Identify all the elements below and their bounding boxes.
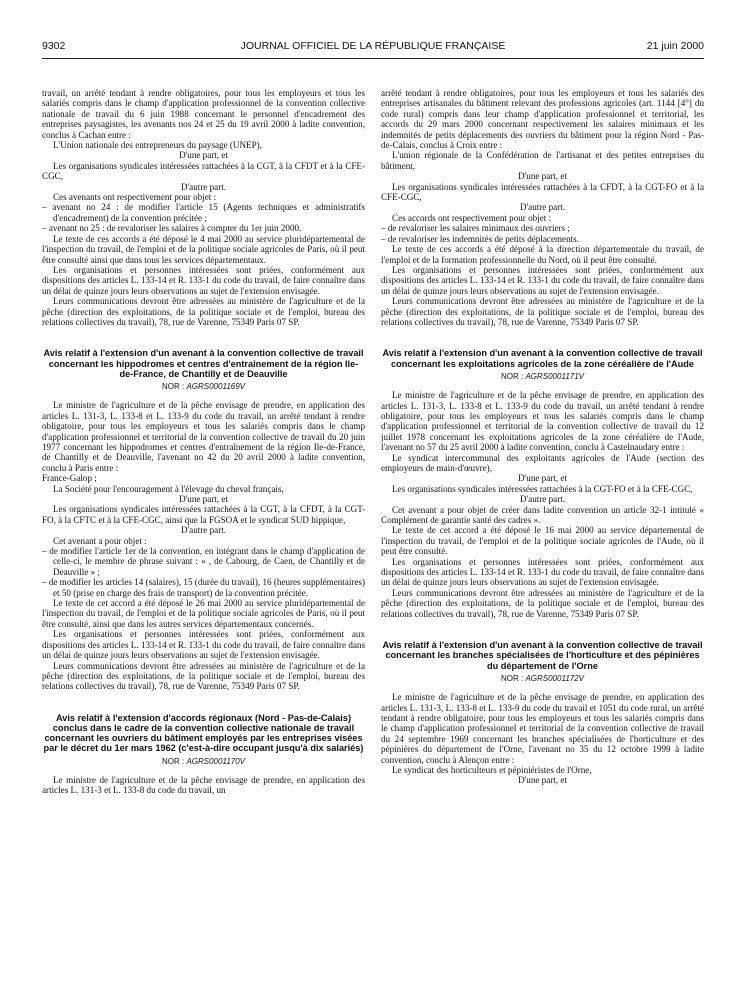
nor-reference: NOR : AGRS0001171V xyxy=(500,371,584,381)
paragraph: Leurs communications devront être adressées au ministère de l'agriculture et de la pêche (direction des exploitations, de la politique sociale et de l'emploi, bureau des relations collectives du travail), 78, rue de Varenne, 75349 Paris 07 SP. xyxy=(42,296,365,327)
paragraph: Le ministre de l'agriculture et de la pêche envisage de prendre, en application des articles L. 131-3, L. 133-8 et L. 133-9 du code du travail, un arrêté tendant à rendre obligatoire, pour tous les employeurs et tous les salariés compris dans le champ d'application professionnel et territorial de la convention collective de travail du 12 juillet 1978 concernant les exploitations agricoles de la zone céréalière de l'Aude, l'avenant no 57 du 25 avril 2000 à ladite convention, conclu à Castelnaudary entre : xyxy=(381,390,704,453)
paragraph: D'autre part. xyxy=(519,494,566,505)
paragraph: Leurs communications devront être adressées au ministère de l'agriculture et de la pêche (direction des exploitations, de la politique sociale et de l'emploi, bureau des relations collectives du travail), 78, rue de Varenne, 75349 Paris 07 SP. xyxy=(381,587,704,619)
paragraph: La Société pour l'encouragement à l'élevage du cheval français, xyxy=(53,483,284,494)
list-item: – avenant no 25 : de revaloriser les salaires à compter du 1er juin 2000. xyxy=(42,223,302,234)
nor-reference: NOR : AGRS0001170V xyxy=(161,756,245,766)
paragraph: Le texte de ces accords a été déposé à la direction départementale du travail, de l'emploi et de la formation professionnelle du Nord, où il peut être consulté. xyxy=(381,244,704,265)
paragraph: Leurs communications devront être adressées au ministère de l'agriculture et de la pêche (direction des exploitations, de la politique sociale et de l'emploi, bureau des relations collectives du travail), 78, rue de Varenne, 75349 Paris 07 SP. xyxy=(381,296,704,327)
paragraph: Le syndicat intercommunal des exploitants agricoles de l'Aude (section des employeurs de main-d'œuvre), xyxy=(381,452,704,473)
page-number: 9302 xyxy=(42,40,66,52)
header-rule xyxy=(42,58,704,59)
paragraph: Le ministre de l'agriculture et de la pêche envisage de prendre, en application des articles L. 131-3, L. 133-8 et L. 133-9 du code du travail et 1051 du code rural, un arrêté tendant à rendre obligatoire, pour tous les employeurs et tous les salariés compris dans le champ d'application professionnel et territorial de la convention collective de travail du 24 septembre 1969 concernant les branches spécialisées de l'horticulture et des pépinières du département de l'Orne, l'avenant no 35 du 12 octobre 1999 à ladite convention, conclu à Alençon entre : xyxy=(381,692,704,765)
paragraph: Les organisations et personnes intéressées sont priées, conformément aux dispositions des articles L. 133-14 et R. 133-1 du code du travail, de faire connaître dans un délai de quinze jours leurs observations au sujet de l'extension envisagée. xyxy=(42,264,365,296)
list-item: – de modifier les articles 14 (salaires), 15 (durée du travail), 16 (heures supplémentaires) et 50 (prise en charge des frais de transport) de la convention précitée. xyxy=(42,577,365,598)
right-column xyxy=(381,88,704,986)
paragraph: Leurs communications devront être adressées au ministère de l'agriculture et de la pêche (direction des exploitations, de la politique sociale et de l'emploi, bureau des relations collectives du travail), 78, rue de Varenne, 75349 Paris 07 SP. xyxy=(42,660,365,692)
paragraph: Les organisations et personnes intéressées sont priées, conformément aux dispositions des articles L. 133-14 et R. 133-1 du code du travail, de faire connaître dans un délai de quinze jours leurs observations au sujet de l'extension envisagée. xyxy=(381,264,704,296)
paragraph: D'une part, et xyxy=(179,150,228,161)
left-column xyxy=(42,88,365,986)
paragraph: D'autre part. xyxy=(180,181,227,192)
paragraph: D'une part, et xyxy=(518,775,567,786)
paragraph: D'une part, et xyxy=(518,473,567,484)
nor-reference: NOR : AGRS0001172V xyxy=(500,673,584,683)
paragraph: Les organisations syndicales intéressées rattachées à la CGT-FO et à la CFE-CGC, xyxy=(392,483,693,494)
list-item: – de revaloriser les indemnités de petits déplacements. xyxy=(381,233,579,244)
list-item: – de revaloriser les salaires minimaux des ouvriers ; xyxy=(381,223,570,234)
paragraph: Les organisations syndicales intéressées rattachées à la CFDT, à la CGT-FO et à la CFE-CGC, xyxy=(381,181,704,203)
journal-title: JOURNAL OFFICIEL DE LA RÉPUBLIQUE FRANÇAISE xyxy=(240,40,506,52)
paragraph: Le texte de ces accords a été déposé le 4 mai 2000 au service pluridépartemental de l'inspection du travail, de l'emploi et de la politique sociale agricoles de Paris, où il peut être consulté ainsi que dans tous les services départementaux. xyxy=(42,233,365,265)
paragraph: Le syndicat des horticulteurs et pépiniéristes de l'Orne, xyxy=(392,764,592,775)
paragraph: France-Galop ; xyxy=(42,473,97,484)
notice-title: Avis relatif à l'extension d'un avenant à la convention collective de travail concernant les exploitations agricoles de la zone céréalière de l'Aude xyxy=(382,348,703,369)
paragraph: Les organisations syndicales intéressées rattachées à la CGT, à la CFDT et à la CFE-CGC, xyxy=(42,160,365,182)
list-item: – avenant no 24 : de modifier l'article 15 (Agents techniques et administratifs d'encadrement) de la convention précitée ; xyxy=(42,202,365,223)
paragraph: D'une part, et xyxy=(518,171,567,182)
paragraph: Les organisations et personnes intéressées sont priées, conformément aux dispositions des articles L. 133-14 et R. 133-1 du code du travail, de faire connaître dans un délai de quinze jours leurs observations au sujet de l'extension envisagée. xyxy=(381,556,704,588)
paragraph: L'union régionale de la Confédération de l'artisanat et des petites entreprises du bâtiment, xyxy=(381,150,704,171)
list-item: – de modifier l'article 1er de la convention, en intégrant dans le champ d'application de celle-ci, le membre de phrase suivant : « , de Cabourg, de Caen, de Chantilly et de Deauville » ; xyxy=(42,546,365,577)
nor-reference: NOR : AGRS0001169V xyxy=(161,381,245,391)
paragraph: Cet avenant a pour objet : xyxy=(53,535,147,546)
paragraph: Ces avenants ont respectivement pour objet : xyxy=(53,192,217,203)
running-header xyxy=(42,40,704,54)
notice-title: Avis relatif à l'extension d'un avenant à la convention collective de travail concernant les branches spécialisées de l'horticulture et des pépinières du département de l'Orne xyxy=(382,640,703,671)
paragraph: Le ministre de l'agriculture et de la pêche envisage de prendre, en application des articles L. 131-3 et L. 133-8 du code du travail, un xyxy=(42,774,365,796)
paragraph: L'Union nationale des entrepreneurs du paysage (UNEP), xyxy=(53,140,262,151)
paragraph: Le texte de cet accord a été déposé le 26 mai 2000 au service pluridépartemental de l'inspection du travail, de l'emploi et de la politique sociale agricoles de Paris, où il peut être consulté, ainsi que dans les autres services départementaux concernés. xyxy=(42,598,365,629)
paragraph: Le ministre de l'agriculture et de la pêche envisage de prendre, en application des articles L. 131-3, L. 133-8 et L. 133-9 du code du travail, un arrêté tendant à rendre obligatoire, pour tous les employeurs et tous les salariés compris dans le champ d'application professionnel et territorial de la convention collective de travail du 20 juin 1977 concernant les hippodromes et centres d'entraînement de la région Ile-de-France, de Chantilly et de Deauville, l'avenant no 42 du 20 avril 2000 à ladite convention, conclu à Paris entre : xyxy=(42,400,365,473)
paragraph: Cet avenant a pour objet de créer dans ladite convention un article 32-1 intitulé « Complément de garantie santé des cadres ». xyxy=(381,504,704,526)
paragraph: Le texte de cet accord a été déposé le 16 mai 2000 au service départemental de l'inspection du travail, de l'emploi et de la politique sociale agricoles de l'Aude, où il peut être consulté. xyxy=(381,525,704,557)
paragraph: D'autre part. xyxy=(180,525,227,536)
paragraph: Les organisations syndicales intéressées rattachées à la CGT, à la CFDT, à la CGT-FO, à la CFTC et à la CFE-CGC, ainsi que la FGSOA et le syndicat SUD hippique, xyxy=(42,504,365,525)
paragraph: Ces accords ont respectivement pour objet : xyxy=(392,212,552,223)
notice-title: Avis relatif à l'extension d'accords régionaux (Nord - Pas-de-Calais) conclus dans le cadre de la convention collective nationale de travail concernant les ouvriers du bâtiment employés par les entreprises visées par le décret du 1er mars 1962 (c'est-à-dire occupant jusqu'à dix salariés) xyxy=(43,712,364,754)
paragraph: D'autre part. xyxy=(519,202,566,213)
paragraph: travail, un arrêté tendant à rendre obligatoires, pour tous les employeurs et tous les salariés compris dans le champ d'application professionnel de la convention collective nationale de travail du 6 juin 1988 concernant le personnel d'encadrement des entreprises paysagistes, les avenants nos 24 et 25 du 19 avril 2000 à ladite convention, conclus à Cachan entre : xyxy=(42,88,365,140)
paragraph: arrêté tendant à rendre obligatoires, pour tous les employeurs et tous les salariés des entreprises artisanales du bâtiment relevant des professions agricoles (art. 1144 [4°] du code rural) compris dans leur champ d'application professionnel et territorial, les accords du 29 mars 2000 concernant respectivement les salaires minimaux et les indemnités de petits déplacements des ouvriers du bâtiment pour la région Nord - Pas-de-Calais, conclus à Croix entre : xyxy=(381,88,704,151)
notice-title: Avis relatif à l'extension d'un avenant à la convention collective de travail concernant les hippodromes et centres d'entraînement de la région Ile-de-France, de Chantilly et de Deauville xyxy=(43,348,364,379)
issue-date: 21 juin 2000 xyxy=(646,40,704,52)
paragraph: Les organisations et personnes intéressées sont priées, conformément aux dispositions des articles L. 133-14 et R. 133-1 du code du travail, de faire connaître dans un délai de quinze jours leurs observations au sujet de l'extension envisagée. xyxy=(42,629,365,661)
paragraph: D'une part, et xyxy=(179,494,228,505)
